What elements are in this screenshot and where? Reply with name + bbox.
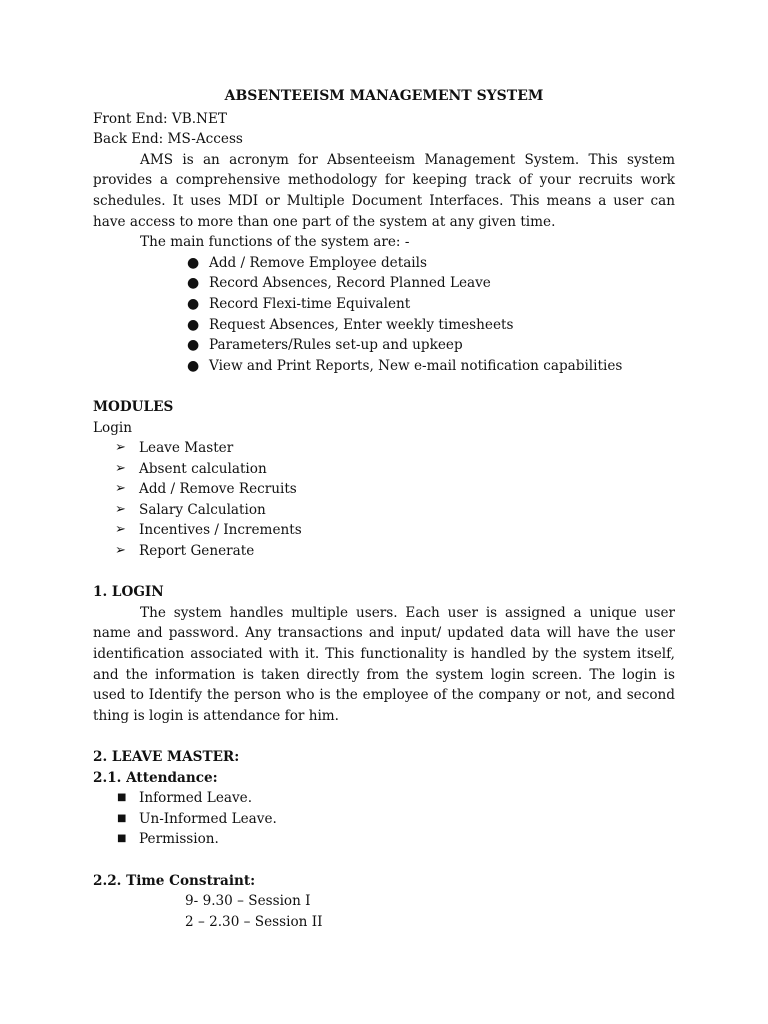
bullet-dot-icon: ● [187,295,200,312]
functions-list [93,253,675,377]
session-two: 2 – 2.30 – Session II [185,913,323,930]
list-item: ➢ Salary Calculation [115,500,675,521]
functions-heading: The main functions of the system are: - [140,234,410,251]
list-item: ■ Un-Informed Leave. [115,809,675,830]
time-constraint-heading: 2.2. Time Constraint: [93,872,256,889]
bullet-dot-icon: ● [187,254,200,271]
arrow-bullet-icon: ➢ [115,543,126,559]
arrow-bullet-icon: ➢ [115,501,126,517]
list-item: ➢ Incentives / Increments [115,520,675,541]
modules-first-item: Login [93,419,133,436]
square-bullet-icon: ■ [117,833,127,845]
login-heading: 1. LOGIN [93,584,164,601]
square-bullet-icon: ■ [117,792,127,804]
login-paragraph: The system handles multiple users. Each user is assigned a unique user name and password. Any transactions and input/ updated data will have the user identification associated with it. This functionality is handled by the system itself, and the information is taken directly from the system login screen. The login is used to Identify the person who is the employee of the company or not, and second thing is login is attendance for him. [93,604,675,724]
list-item: ● Request Absences, Enter weekly timesheets [185,315,675,336]
list-item: ● Parameters/Rules set-up and upkeep [185,335,675,356]
list-item: ➢ Leave Master [115,438,675,459]
document-page [93,86,675,932]
modules-heading: MODULES [93,398,174,415]
bullet-dot-icon: ● [187,337,200,354]
attendance-list [93,788,675,850]
list-item: ● Add / Remove Employee details [185,253,675,274]
list-item: ➢ Report Generate [115,541,675,562]
front-end-line: Front End: VB.NET [93,110,227,127]
arrow-bullet-icon: ➢ [115,522,126,538]
list-item: ● View and Print Reports, New e-mail notification capabilities [185,356,675,377]
arrow-bullet-icon: ➢ [115,460,126,476]
arrow-bullet-icon: ➢ [115,481,126,497]
attendance-heading: 2.1. Attendance: [93,769,218,786]
bullet-dot-icon: ● [187,316,200,333]
bullet-dot-icon: ● [187,275,200,292]
list-item: ■ Permission. [115,829,675,850]
session-one: 9- 9.30 – Session I [185,893,311,910]
leave-master-heading: 2. LEAVE MASTER: [93,749,240,765]
document-title: ABSENTEEISM MANAGEMENT SYSTEM [224,88,544,104]
modules-list [93,438,675,562]
intro-paragraph: AMS is an acronym for Absenteeism Management System. This system provides a comprehensive methodology for keeping track of your recruits work schedules. It uses MDI or Multiple Document Interfaces. This means a user can have access to more than one part of the system at any given time. [93,151,675,230]
bullet-dot-icon: ● [187,357,200,374]
back-end-line: Back End: MS-Access [93,131,243,148]
arrow-bullet-icon: ➢ [115,440,126,456]
list-item: ● Record Absences, Record Planned Leave [185,273,675,294]
list-item: ● Record Flexi-time Equivalent [185,294,675,315]
list-item: ➢ Add / Remove Recruits [115,479,675,500]
list-item: ■ Informed Leave. [115,788,675,809]
list-item: ➢ Absent calculation [115,459,675,480]
square-bullet-icon: ■ [117,812,127,824]
